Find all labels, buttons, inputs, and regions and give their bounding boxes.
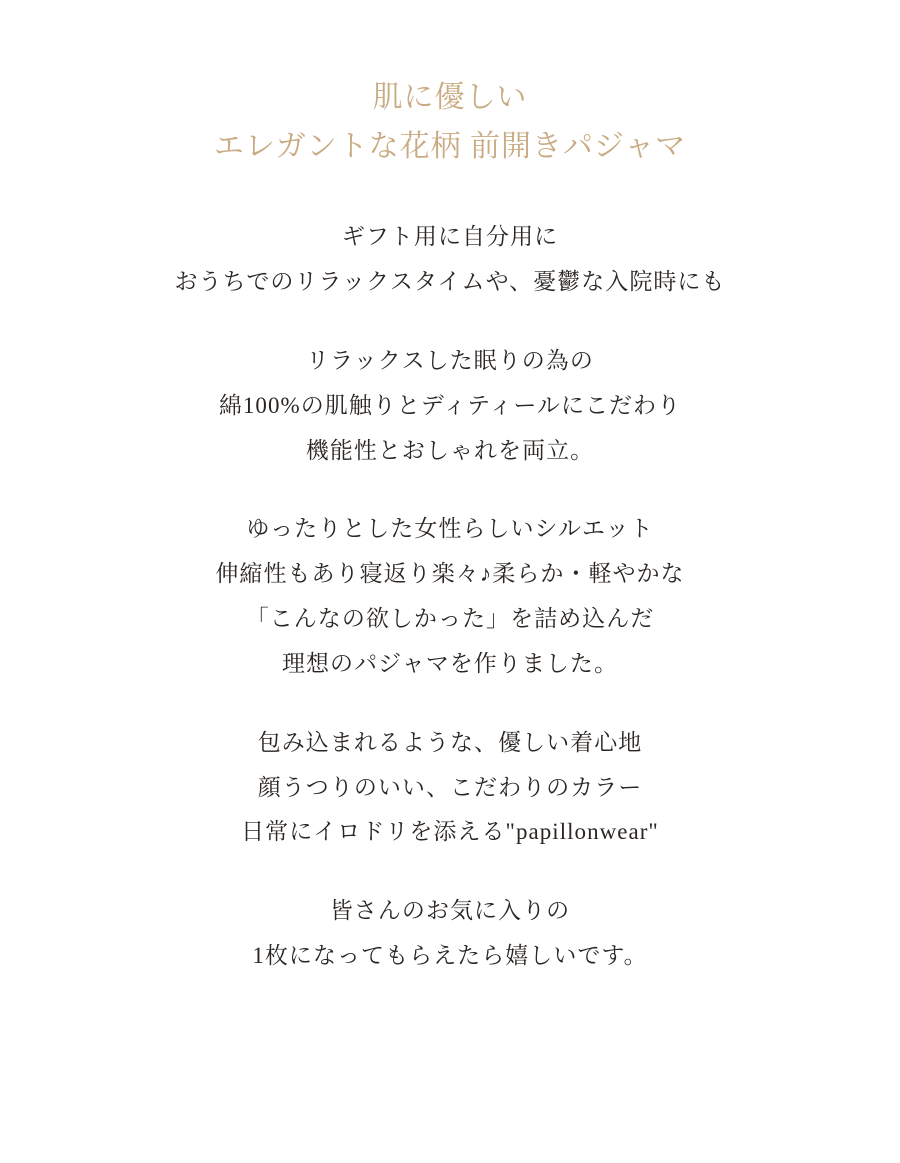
paragraph-line: 1枚になってもらえたら嬉しいです。 bbox=[252, 943, 648, 969]
paragraph-line: おうちでのリラックスタイムや、憂鬱な入院時にも bbox=[174, 269, 726, 295]
paragraph-line: 「こんなの欲しかった」を詰め込んだ bbox=[245, 606, 655, 632]
page-title bbox=[214, 74, 686, 171]
page-title-line-2: エレガントな花柄 前開きパジャマ bbox=[213, 129, 687, 163]
paragraph-line: ギフト用に自分用に bbox=[341, 224, 559, 250]
paragraph-2 bbox=[219, 339, 681, 474]
paragraph-line: ゆったりとした女性らしいシルエット bbox=[246, 516, 654, 542]
paragraph-3 bbox=[215, 507, 684, 686]
paragraph-5 bbox=[252, 889, 647, 979]
paragraph-line: 皆さんのお気に入りの bbox=[329, 898, 571, 924]
paragraph-line: 顔うつりのいい、こだわりのカラー bbox=[257, 774, 643, 800]
paragraph-1 bbox=[175, 215, 726, 305]
paragraph-line: リラックスした眠りの為の bbox=[306, 347, 594, 373]
page-title-line-1: 肌に優しい bbox=[372, 81, 528, 114]
paragraph-line: 機能性とおしゃれを両立。 bbox=[305, 437, 595, 463]
paragraph-line: 理想のパジャマを作りました。 bbox=[281, 650, 618, 676]
paragraph-line: 伸縮性もあり寝返り楽々♪柔らか・軽やかな bbox=[215, 561, 685, 587]
paragraph-line: 包み込まれるような、優しい着心地 bbox=[257, 729, 643, 755]
paragraph-line: 日常にイロドリを添える"papillonwear" bbox=[241, 819, 659, 845]
paragraph-4 bbox=[241, 721, 659, 856]
paragraph-line: 綿100%の肌触りとディティールにこだわり bbox=[218, 392, 682, 418]
